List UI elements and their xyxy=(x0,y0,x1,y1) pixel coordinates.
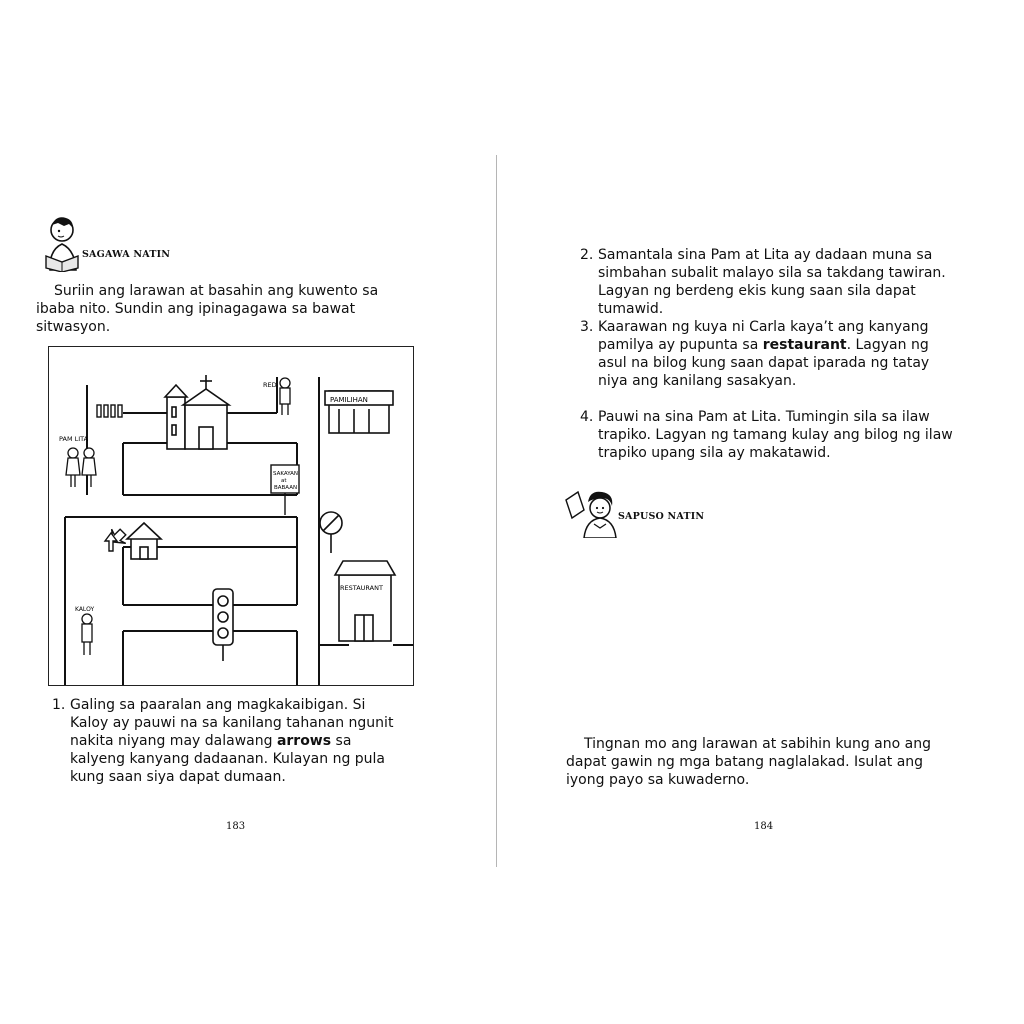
left-page xyxy=(0,0,497,1024)
pam-lita-label: PAM LITA xyxy=(59,435,89,443)
restaurant-label: RESTAURANT xyxy=(340,584,383,592)
item-number: 2. xyxy=(580,247,594,263)
child-reading-icon xyxy=(40,212,86,272)
list-item: 2. Samantala sina Pam at Lita ay dadaan muna sa simbahan subalit malayo sila sa takdang tawiran. Lagyan ng berdeng ekis kung saan sila dapat tumawid. xyxy=(580,247,946,317)
church-building xyxy=(165,375,229,449)
house-building xyxy=(127,523,161,559)
list-item: 3. Kaarawan ng kuya ni Carla kaya’t ang kanyang pamilya ay pupunta sa restaurant. Lagyan ng asul na bilog kung saan dapat iparada ng tatay niya ang kanilang sasakyan. xyxy=(580,319,930,389)
list-item: 1. Galing sa paaralan ang magkakaibigan. Si Kaloy ay pauwi na sa kanilang tahanan ngunit nakita niyang may dalawang arrows sa kalyeng kanyang dadaanan. Kulayan ng pula kung saan siya dapat dumaan. xyxy=(52,697,394,785)
closing-paragraph: Tingnan mo ang larawan at sabihin kung ano ang dapat gawin ng mga batang naglalakad. Isulat ang iyong payo sa kuwaderno. xyxy=(566,736,931,788)
page-number: 184 xyxy=(754,821,774,832)
intro-paragraph: Suriin ang larawan at basahin ang kuwento sa ibaba nito. Sundin ang ipinagagawa sa bawat sitwasyon. xyxy=(36,283,379,335)
person-red xyxy=(280,378,290,415)
traffic-light xyxy=(213,589,233,661)
right-page xyxy=(498,0,1024,1024)
instruction-list-left xyxy=(52,696,400,786)
sakayan-label-3: BABAAN xyxy=(274,485,298,491)
child-with-book-icon xyxy=(564,488,622,538)
sakayan-label-1: SAKAYAN xyxy=(273,471,299,477)
section-header-isagawa xyxy=(40,212,170,272)
crosswalk-stripes xyxy=(97,405,122,417)
item-number: 3. xyxy=(580,319,594,335)
section-header-isapuso xyxy=(564,488,704,538)
instruction-list-right xyxy=(580,246,960,462)
no-parking-sign xyxy=(320,512,342,553)
bold-term: restaurant xyxy=(762,337,847,353)
kaloy-figure xyxy=(82,614,92,655)
list-item: 4. Pauwi na sina Pam at Lita. Tumingin sila sa ilaw trapiko. Lagyan ng tamang kulay ang bilog ng ilaw trapiko upang sila ay makatawid. xyxy=(580,409,953,461)
pamilihan-label: PAMILIHAN xyxy=(330,396,368,404)
red-label: RED xyxy=(263,381,277,389)
section-title: SAPUSO NATIN xyxy=(618,511,705,522)
item-number: 4. xyxy=(580,409,594,425)
map-drawing xyxy=(49,347,413,685)
item-number: 1. xyxy=(52,697,66,713)
bold-term: arrows xyxy=(276,733,332,749)
pam-and-lita-figures xyxy=(66,448,96,487)
section-title: SAGAWA NATIN xyxy=(82,249,171,260)
restaurant-building xyxy=(335,561,395,641)
sakayan-label-2: at xyxy=(281,478,287,484)
page-number: 183 xyxy=(226,821,246,832)
map-illustration xyxy=(48,346,414,686)
kaloy-label: KALOY xyxy=(75,606,95,613)
